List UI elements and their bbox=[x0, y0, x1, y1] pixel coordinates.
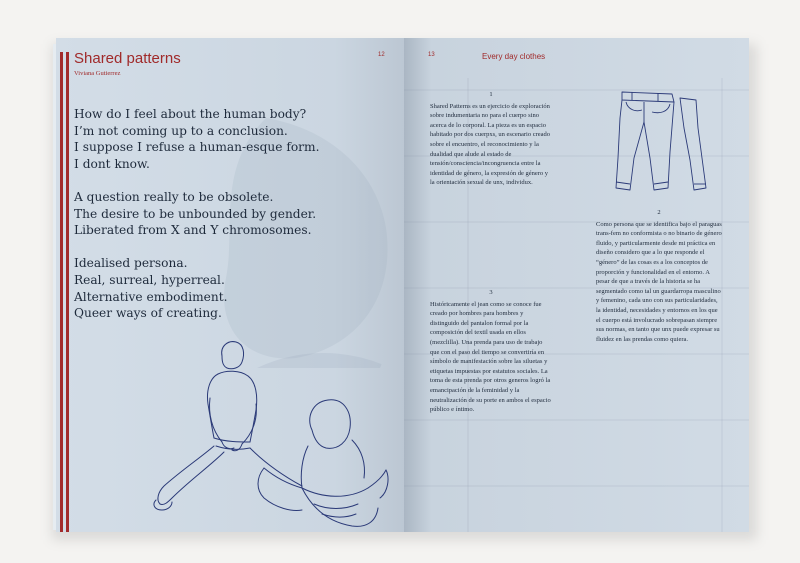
section-number: 3 bbox=[489, 289, 493, 296]
poem-line: I’m not coming up to a conclusion. bbox=[74, 123, 288, 138]
section-text: Shared Patterns es un ejercicio de exploración sobre indumentaria no para el cuerpo sino acerca de lo corporal. La pieza es un espacio habitado por dos cuerpxs, un escenario creado sobre el encuentro, el reconocimiento y la dualidad que alude al estado de tensión/consciencia/incongruencia entre la identidad de género, la expresión de género y la orientación sexual de unx, individux. bbox=[430, 102, 551, 187]
poem-line: I suppose I refuse a human-esque form. bbox=[74, 140, 320, 155]
text-section-2 bbox=[596, 208, 722, 344]
section-header: Every day clothes bbox=[482, 52, 546, 61]
poem-line: Alternative embodiment. bbox=[74, 289, 228, 304]
stanza-2 bbox=[74, 189, 374, 239]
poem-line: A question really to be obsolete. bbox=[74, 189, 274, 204]
poem-line: Idealised persona. bbox=[74, 256, 188, 271]
text-section-3 bbox=[430, 288, 552, 415]
poem-line: How do I feel about the human body? bbox=[74, 107, 307, 121]
page-number-left: 12 bbox=[378, 52, 385, 58]
left-page bbox=[56, 38, 404, 532]
right-page bbox=[404, 38, 749, 532]
page-title: Shared patterns bbox=[74, 50, 181, 67]
red-margin-bar bbox=[66, 52, 69, 532]
poem-line: Liberated from X and Y chromosomes. bbox=[74, 223, 312, 238]
poem-line: I dont know. bbox=[74, 156, 150, 171]
red-margin-bar bbox=[60, 52, 63, 532]
poem-line: Real, surreal, hyperreal. bbox=[74, 272, 225, 287]
section-text: Históricamente el jean como se conoce fue creado por hombres para hombres y distinguido del pantalon formal por la composición del textil usada en ellos (mezclilla). Una prenda para uso de trabajo que con el paso del tiempo se convertiría en símbolo de manifestación sobre las siluetas y etiquetas impuestas por estatutos sociales. La toma de esta prenda por otros generos logró la emancipación de la feminidad y la neutralización de su porte en ambos el espacio público e íntimo. bbox=[430, 300, 551, 414]
poem bbox=[74, 106, 374, 338]
section-number: 1 bbox=[489, 91, 493, 98]
author-name: Viviana Gutierrez bbox=[74, 70, 121, 77]
poem-line: Queer ways of creating. bbox=[74, 306, 222, 321]
stanza-1 bbox=[74, 106, 374, 172]
section-text: Como persona que se identifica bajo el paraguas trans-fem no conformista o no binario de género fluido, y particularmente desde mi práctica en diseño considero que a lo que responde el “género” de las cosas es a los conceptos de proporción y funcionalidad en el entorno. A pesar de que a través de la historia se ha segmentado como tal un guardarropa masculino y femenino, cada uno con sus particularidades, la identidad, necesidades y entornos en los que el cuerpo está involucrado sobrepasan siempre sus normas, en tanto que unx puede expresar su fluidez en las prendas como quiera. bbox=[596, 220, 722, 343]
poem-line: The desire to be unbounded by gender. bbox=[74, 206, 317, 221]
section-number: 2 bbox=[657, 209, 661, 216]
text-section-1 bbox=[430, 90, 552, 188]
two-figures-drawing bbox=[152, 338, 392, 532]
jeans-drawing bbox=[610, 88, 714, 198]
stanza-3 bbox=[74, 255, 374, 321]
page-number-right: 13 bbox=[428, 52, 435, 58]
